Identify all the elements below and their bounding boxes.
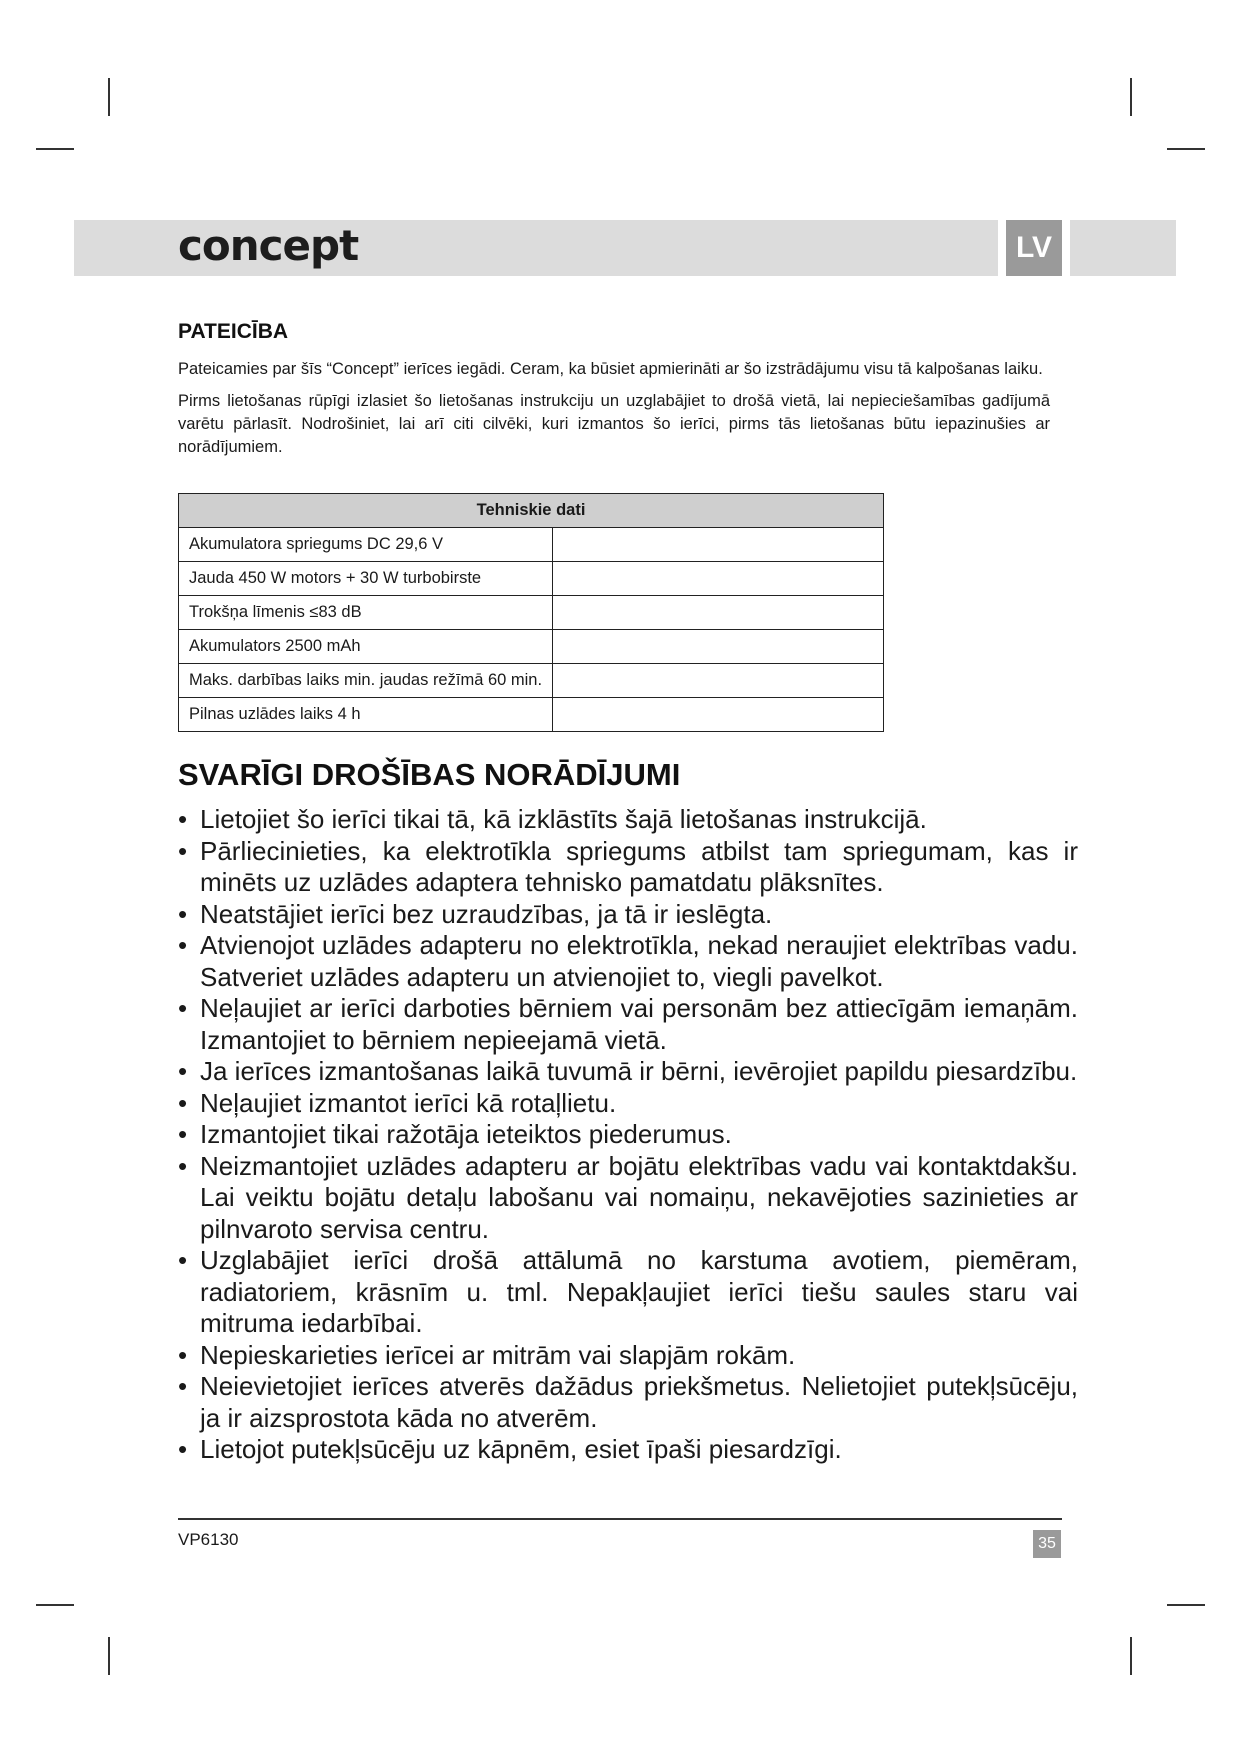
- spec-value: [553, 698, 884, 732]
- bullet-icon: •: [178, 1150, 188, 1181]
- table-row: [179, 630, 884, 664]
- bullet-icon: •: [178, 1056, 188, 1086]
- list-item-text: Lietojiet šo ierīci tikai tā, kā izklāstīts šajā lietošanas instrukcijā.: [200, 804, 927, 834]
- table-row: [179, 698, 884, 732]
- list-item-text: Neievietojiet ierīces atverēs dažādus priekšmetus. Nelietojiet putekļsūcēju, ja ir aizsprostota kāda no atverēm.: [200, 1371, 1078, 1433]
- list-item: [178, 836, 1078, 899]
- table-title: Tehniskie dati: [179, 494, 884, 528]
- list-item: [178, 1088, 1078, 1120]
- table-header-row: [179, 494, 884, 528]
- bullet-icon: •: [178, 930, 188, 960]
- list-item-text: Pārliecinieties, ka elektrotīkla spriegums atbilst tam spriegumam, kas ir minēts uz uzlādes adaptera tehnisko pamatdatu plāksnītes.: [200, 835, 1078, 897]
- footer-divider: [178, 1518, 1062, 1520]
- list-item: [178, 1245, 1078, 1340]
- language-badge: LV: [1006, 220, 1062, 276]
- header-band-tail: [1070, 220, 1176, 276]
- list-item-text: Ja ierīces izmantošanas laikā tuvumā ir bērni, ievērojiet papildu piesardzību.: [200, 1056, 1078, 1086]
- spec-value: [553, 528, 884, 562]
- crop-mark: [1130, 78, 1132, 116]
- list-item: [178, 1056, 1078, 1088]
- list-item-text: Atvienojot uzlādes adapteru no elektrotīkla, nekad neraujiet elektrības vadu. Satveriet uzlādes adapteru un atvienojiet to, viegli pavelkot.: [200, 930, 1078, 992]
- safety-list: [178, 804, 1078, 1466]
- list-item: [178, 993, 1078, 1056]
- table-row: [179, 596, 884, 630]
- spec-label: Maks. darbības laiks min. jaudas režīmā 60 min.: [179, 664, 553, 698]
- technical-data-table: [178, 493, 884, 732]
- bullet-icon: •: [178, 898, 188, 929]
- crop-mark: [1167, 148, 1205, 150]
- brand-logo: concept: [178, 221, 359, 270]
- bullet-icon: •: [178, 1339, 188, 1370]
- crop-mark: [36, 148, 74, 150]
- list-item: [178, 1434, 1078, 1466]
- thanks-heading: PATEICĪBA: [178, 320, 289, 343]
- spec-label: Akumulators 2500 mAh: [179, 630, 553, 664]
- crop-mark: [108, 78, 110, 116]
- list-item-text: Neļaujiet izmantot ierīci kā rotaļlietu.: [200, 1087, 617, 1118]
- spec-value: [553, 630, 884, 664]
- list-item-text: Lietojot putekļsūcēju uz kāpnēm, esiet īpaši piesardzīgi.: [200, 1434, 842, 1464]
- intro-text: [178, 358, 1050, 468]
- table-row: [179, 664, 884, 698]
- spec-label: Trokšņa līmenis ≤83 dB: [179, 596, 553, 630]
- spec-value: [553, 596, 884, 630]
- intro-paragraph: Pirms lietošanas rūpīgi izlasiet šo lietošanas instrukciju un uzglabājiet to drošā vietā, lai nepieciešamības gadījumā varētu pārlasīt. Nodrošiniet, lai arī citi cilvēki, kuri izmantos šo ierīci, pirms tās lietošanas būtu iepazinušies ar norādījumiem.: [178, 392, 1050, 456]
- table-row: [179, 528, 884, 562]
- spec-value: [553, 562, 884, 596]
- spec-value: [553, 664, 884, 698]
- crop-mark: [108, 1637, 110, 1675]
- list-item: [178, 899, 1078, 931]
- bullet-icon: •: [178, 993, 188, 1023]
- bullet-icon: •: [178, 1119, 188, 1149]
- bullet-icon: •: [178, 1245, 188, 1275]
- bullet-icon: •: [178, 1371, 188, 1401]
- list-item-text: Nepieskarieties ierīcei ar mitrām vai slapjām rokām.: [200, 1339, 796, 1370]
- list-item: [178, 1151, 1078, 1246]
- bullet-icon: •: [178, 804, 188, 834]
- model-number: VP6130: [178, 1530, 239, 1549]
- table-row: [179, 562, 884, 596]
- list-item: [178, 1340, 1078, 1372]
- intro-paragraph: Pateicamies par šīs “Concept” ierīces iegādi. Ceram, ka būsiet apmierināti ar šo izstrādājumu visu tā kalpošanas laiku.: [178, 360, 1043, 378]
- bullet-icon: •: [178, 1087, 188, 1118]
- list-item: [178, 1371, 1078, 1434]
- bullet-icon: •: [178, 835, 188, 866]
- spec-label: Jauda 450 W motors + 30 W turbobirste: [179, 562, 553, 596]
- crop-mark: [36, 1604, 74, 1606]
- list-item-text: Neizmantojiet uzlādes adapteru ar bojātu elektrības vadu vai kontaktdakšu. Lai veiktu bojātu detaļu labošanu vai nomaiņu, nekavējoties sazinieties ar pilnvaroto servisa centru.: [200, 1150, 1078, 1244]
- bullet-icon: •: [178, 1434, 188, 1464]
- spec-label: Pilnas uzlādes laiks 4 h: [179, 698, 553, 732]
- list-item: [178, 1119, 1078, 1151]
- list-item: [178, 804, 1078, 836]
- crop-mark: [1130, 1637, 1132, 1675]
- safety-heading: SVARĪGI DROŠĪBAS NORĀDĪJUMI: [178, 757, 681, 792]
- list-item-text: Neļaujiet ar ierīci darboties bērniem vai personām bez attiecīgām iemaņām. Izmantojiet to bērniem nepieejamā vietā.: [200, 993, 1078, 1055]
- list-item-text: Uzglabājiet ierīci drošā attālumā no karstuma avotiem, piemēram, radiatoriem, krāsnīm u. tml. Nepakļaujiet ierīci tiešu saules staru vai mitruma iedarbībai.: [200, 1245, 1078, 1338]
- page-number: 35: [1033, 1530, 1061, 1558]
- list-item: [178, 930, 1078, 993]
- list-item-text: Izmantojiet tikai ražotāja ieteiktos piederumus.: [200, 1119, 732, 1149]
- crop-mark: [1167, 1604, 1205, 1606]
- spec-label: Akumulatora spriegums DC 29,6 V: [179, 528, 553, 562]
- list-item-text: Neatstājiet ierīci bez uzraudzības, ja tā ir ieslēgta.: [200, 898, 773, 929]
